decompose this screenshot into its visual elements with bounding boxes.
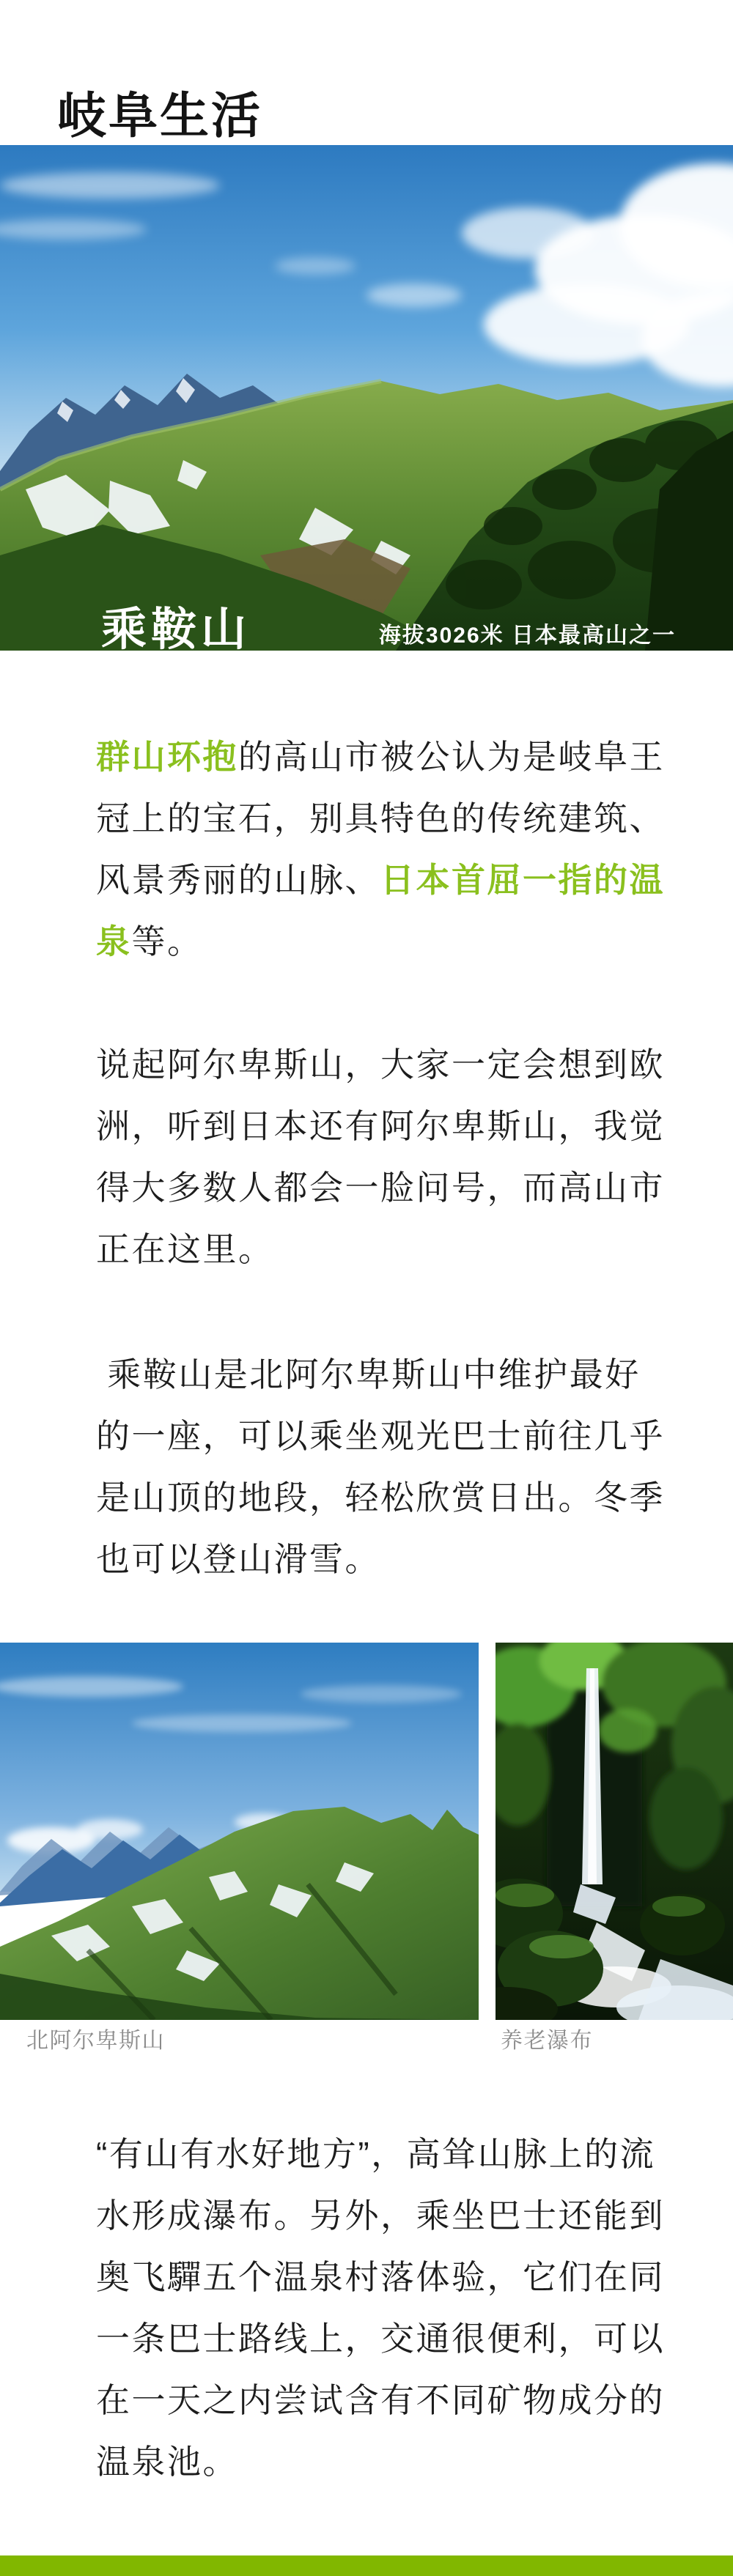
hero-photo	[0, 145, 733, 651]
body-text-segment: 说起阿尔卑斯山，大家一定会想到欧洲，听到日本还有阿尔卑斯山，我觉得大多数人都会一脸问号，而高山市正在这里。	[96, 1045, 665, 1268]
paragraph-onsen	[96, 2123, 669, 2492]
paragraph-norikura	[96, 1344, 669, 1590]
caption-north-alps: 北阿尔卑斯山	[26, 2029, 165, 2053]
body-text-segment: “有山有水好地方”，高耸山脉上的流水形成瀑布。另外，乘坐巴士还能到奥飞驒五个温泉村落体验，它们在同一条巴士路线上，交通很便利，可以在一天之内尝试含有不同矿物成分的温泉池。	[96, 2135, 665, 2481]
body-text-segment: 乘鞍山是北阿尔卑斯山中维护最好的一座，可以乘坐观光巴士前往几乎是山顶的地段，轻松欣赏日出。冬季也可以登山滑雪。	[96, 1355, 665, 1578]
hero-photo-title: 乘鞍山	[101, 604, 251, 651]
hero-mountain-illustration	[0, 145, 733, 651]
paragraph-alps	[96, 1034, 669, 1280]
page-title: 岐阜生活	[57, 89, 262, 144]
paragraph-intro	[96, 726, 669, 972]
caption-yoro-falls: 养老瀑布	[501, 2029, 593, 2053]
gallery-photo-yoro-falls	[496, 1643, 733, 2020]
highlighted-text: 日本首屈一指的温泉	[96, 861, 665, 961]
yoro-falls-illustration	[496, 1643, 733, 2020]
body-text-segment: 的高山市被公认为是岐阜王冠上的宝石，别具特色的传统建筑、风景秀丽的山脉、	[96, 738, 665, 899]
footer-accent-bar	[0, 2555, 733, 2576]
body-text-segment: 等。	[131, 922, 203, 961]
highlighted-text: 群山环抱	[96, 738, 238, 776]
north-alps-illustration	[0, 1643, 479, 2020]
hero-photo-subtitle: 海拔3026米 日本最高山之一	[378, 623, 676, 648]
gallery-photo-north-alps	[0, 1643, 479, 2020]
